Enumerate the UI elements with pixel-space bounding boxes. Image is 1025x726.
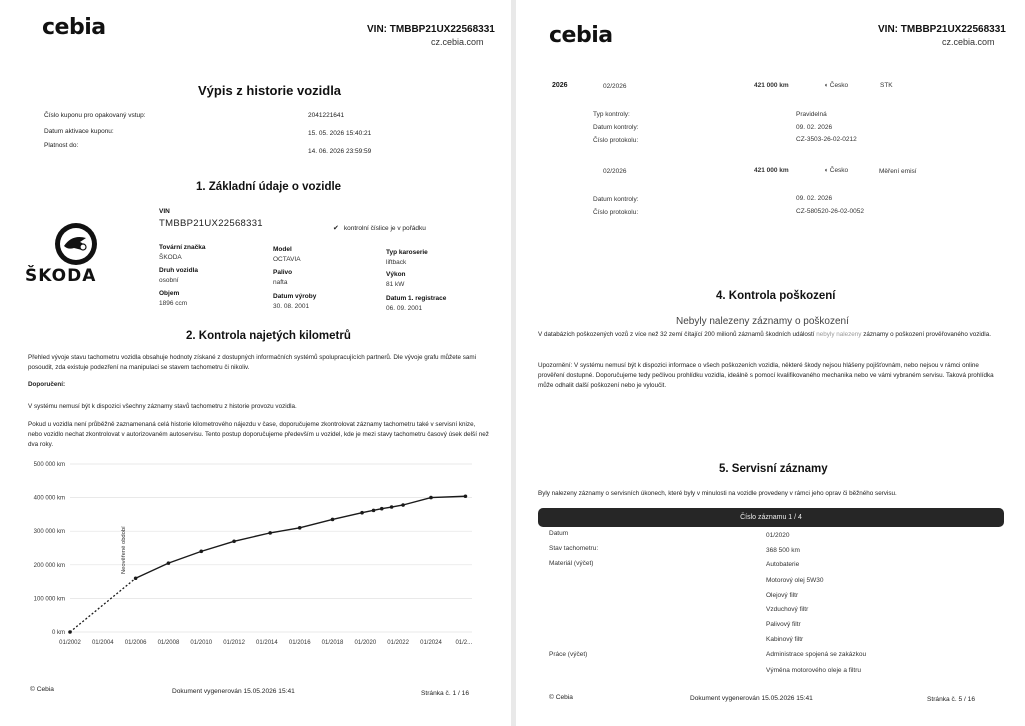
record-2-country-text: Česko [829, 167, 849, 174]
fuel-value: nafta [273, 279, 288, 286]
series-line-unverified [70, 578, 136, 632]
recommend-label: Doporučení: [28, 381, 66, 388]
x-tick-label: 01/2012 [223, 640, 245, 646]
made-label: Datum výroby [273, 293, 317, 300]
record-1-country [824, 82, 848, 89]
material-item: Motorový olej 5W30 [766, 577, 824, 584]
checksum-note [333, 224, 426, 232]
inspection-date-value: 09. 02. 2026 [796, 124, 833, 131]
mileage-note-text: V systému nemusí být k dispozici všechny záznamy stavů tachometru z historie provozu vozidla. [28, 403, 297, 410]
data-point [232, 539, 236, 543]
data-point [429, 496, 433, 500]
record-2-date: 02/2026 [603, 168, 627, 175]
material-item: Palivový filtr [766, 621, 801, 628]
material-item: Olejový filtr [766, 592, 799, 599]
data-point [360, 511, 364, 515]
checksum-text: kontrolní číslice je v pořádku [343, 225, 426, 232]
made-value: 30. 08. 2001 [273, 303, 310, 310]
page-title: Výpis z historie vozidla [198, 83, 342, 98]
odometer-label: Stav tachometru: [549, 545, 599, 552]
data-point [268, 531, 272, 535]
emission-date-label: Datum kontroly: [593, 196, 639, 203]
x-tick-label: 01/2024 [420, 640, 442, 646]
reg-label: Datum 1. registrace [386, 295, 447, 302]
x-tick-label: 01/2004 [91, 640, 114, 646]
body-value: liftback [386, 259, 407, 266]
cebia-logo: cebia [42, 15, 106, 40]
data-point [380, 507, 384, 511]
x-tick-label: 01/2014 [256, 640, 278, 646]
site-link[interactable]: cz.cebia.com [431, 37, 484, 47]
vin-value: TMBBP21UX22568331 [159, 218, 263, 229]
x-tick-label: 01/2006 [124, 640, 147, 646]
unverified-period-label: Neověřené období [120, 526, 127, 574]
fuel-label: Palivo [273, 269, 293, 276]
record-2-country [824, 167, 848, 174]
volume-value: 1896 ccm [159, 300, 188, 307]
work-item: Administrace spojená se zakázkou [766, 651, 867, 658]
flag-icon: ◖ [824, 167, 828, 174]
x-tick-label: 01/2008 [157, 640, 180, 646]
x-tick-label: 01/2... [455, 640, 473, 646]
record-1-country-text: Česko [829, 82, 849, 89]
record-number-band: Číslo záznamu 1 / 4 [538, 508, 1004, 527]
damage-text [538, 330, 1004, 340]
cebia-logo: cebia [549, 23, 613, 48]
coupon-value: 2041221641 [308, 112, 345, 119]
x-tick-label: 01/2016 [288, 640, 311, 646]
footer-copyright: © Cebia [30, 686, 54, 693]
record-2-type: Měření emisí [879, 168, 917, 175]
make-label: Tovární značka [159, 244, 206, 251]
works-label: Práce (výčet) [549, 651, 588, 658]
section-4-title: 4. Kontrola poškození [716, 290, 836, 302]
body-label: Typ karoserie [386, 249, 428, 256]
data-point [464, 494, 468, 498]
odometer-value: 368 500 km [766, 547, 800, 554]
y-tick-label: 100 000 km [33, 596, 65, 603]
record-1-km: 421 000 km [754, 82, 789, 89]
service-date-value: 01/2020 [766, 532, 790, 539]
data-point [390, 505, 394, 509]
x-tick-label: 01/2020 [354, 640, 377, 646]
emission-date-value: 09. 02. 2026 [796, 195, 833, 202]
inspection-type-value: Pravidelná [796, 111, 827, 118]
section-1-title: 1. Základní údaje o vozidle [196, 181, 342, 193]
report-page-1 [0, 0, 511, 726]
series-line [136, 496, 466, 578]
record-1-date: 02/2026 [603, 83, 627, 90]
x-tick-label: 01/2022 [387, 640, 410, 646]
inspection-date-label: Datum kontroly: [593, 124, 639, 131]
report-page-5 [516, 0, 1025, 726]
materials-label: Materiál (výčet) [549, 560, 594, 567]
activation-value: 15. 05. 2026 15:40:21 [308, 130, 372, 137]
kind-value: osobní [159, 277, 179, 284]
footer-generated: Dokument vygenerován 15.05.2026 15:41 [690, 695, 813, 702]
data-point [372, 509, 376, 513]
vin-label: VIN [159, 208, 170, 215]
x-tick-label: 01/2010 [190, 640, 213, 646]
y-tick-label: 500 000 km [33, 462, 65, 468]
material-item: Autobaterie [766, 561, 800, 568]
inspection-type-label: Typ kontroly: [593, 111, 630, 118]
skoda-logo-icon [52, 220, 100, 268]
validity-label: Platnost do: [44, 142, 79, 149]
damage-text-end: záznamy o poškození prověřovaného vozidla. [863, 331, 991, 338]
power-label: Výkon [386, 271, 406, 278]
damage-status: Nebyly nalezeny záznamy o poškození [676, 316, 849, 327]
damage-text-start: V databázích poškozených vozů z více než 32 zemí čítající 200 milionů záznamů škodních událostí [538, 331, 815, 338]
vin-header: VIN: TMBBP21UX22568331 [367, 24, 495, 35]
service-date-label: Datum [549, 530, 569, 537]
timeline-year: 2026 [552, 82, 568, 89]
check-icon: ✔ [333, 225, 339, 232]
section-5-title: 5. Servisní záznamy [719, 463, 828, 475]
y-tick-label: 300 000 km [33, 529, 65, 536]
service-intro-text: Byly nalezeny záznamy o servisních úkonech, které byly v minulosti na vozidle provedeny v rámci jeho oprav či běžného servisu. [538, 490, 897, 497]
x-tick-label: 01/2018 [321, 640, 344, 646]
y-tick-label: 400 000 km [33, 495, 65, 502]
damage-text-highlight: nebyly nalezeny [816, 331, 862, 338]
data-point [199, 550, 203, 554]
work-item: Výměna motorového oleje a filtru [766, 667, 862, 674]
emission-protocol-label: Číslo protokolu: [593, 209, 639, 216]
mileage-advice-text: Pokud u vozidla není průběžně zaznamenaná celá historie kilometrového nájezdu v čase, doporučujeme zkontrolovat záznamy tachometru také v servisní knize, nebo vozidlo nechat zkontrolovat v autorizovaném autoservisu. Tento postup doporučujeme především u vozidel, kde je mezi stavy tachometru časový úsek delší než dva roky. [28, 421, 489, 448]
footer-page-number: Stránka č. 5 / 16 [927, 696, 976, 703]
site-link[interactable]: cz.cebia.com [942, 37, 995, 47]
coupon-label: Číslo kuponu pro opakovaný vstup: [44, 112, 146, 119]
material-item: Kabinový filtr [766, 636, 804, 643]
model-value: OCTAVIA [273, 256, 301, 263]
y-tick-label: 200 000 km [33, 562, 65, 569]
mileage-intro-text: Přehled vývoje stavu tachometru vozidla obsahuje hodnoty získané z dostupných informačních systémů spolupracujících partnerů. Dle vývoje grafu můžete sami posoudit, zda existuje podezření na manipulaci se stavem tachometru či nikoliv. [28, 354, 477, 371]
data-point [401, 503, 405, 507]
emission-protocol-value: CZ-580520-26-02-0052 [796, 208, 864, 215]
section-2-title: 2. Kontrola najetých kilometrů [186, 330, 351, 342]
make-value: ŠKODA [159, 254, 182, 261]
volume-label: Objem [159, 290, 180, 297]
data-point [134, 576, 138, 580]
footer-page-number: Stránka č. 1 / 16 [421, 690, 470, 697]
material-item: Vzduchový filtr [766, 606, 809, 613]
vin-header: VIN: TMBBP21UX22568331 [878, 24, 1006, 35]
protocol-label: Číslo protokolu: [593, 137, 639, 144]
model-label: Model [273, 246, 292, 253]
damage-warning-text: Upozornění: V systému nemusí být k dispozici informace o všech poškozeních vozidla, některé škody nejsou hlášeny pojišťovnám, nebo nejsou v rámci online prověření dostupné. Doporučujeme tedy pečlivou prohlídku vozidla, ideálně s pomocí kvalifikovaného mechanika nebo ve vámi vybraném servisu. Taková prohlídka může odhalit další poškození nebo je vyloučit. [538, 362, 994, 389]
flag-icon: ◖ [824, 82, 828, 89]
data-point [331, 518, 335, 522]
kind-label: Druh vozidla [159, 267, 199, 274]
data-point [298, 526, 302, 530]
data-point [68, 630, 72, 634]
mileage-chart [0, 455, 511, 655]
brand-logo-text: ŠKODA [25, 266, 97, 286]
x-tick-label: 01/2002 [59, 640, 81, 646]
data-point [167, 561, 171, 565]
record-1-type: STK [880, 82, 893, 89]
validity-value: 14. 06. 2026 23:59:59 [308, 148, 372, 155]
reg-value: 06. 09. 2001 [386, 305, 423, 312]
footer-generated: Dokument vygenerován 15.05.2026 15:41 [172, 688, 295, 695]
y-tick-label: 0 km [51, 630, 65, 636]
record-2-km: 421 000 km [754, 167, 789, 174]
activation-label: Datum aktivace kuponu: [44, 128, 114, 135]
footer-copyright: © Cebia [549, 694, 573, 701]
protocol-value: CZ-3503-26-02-0212 [796, 136, 857, 143]
power-value: 81 kW [386, 281, 405, 288]
